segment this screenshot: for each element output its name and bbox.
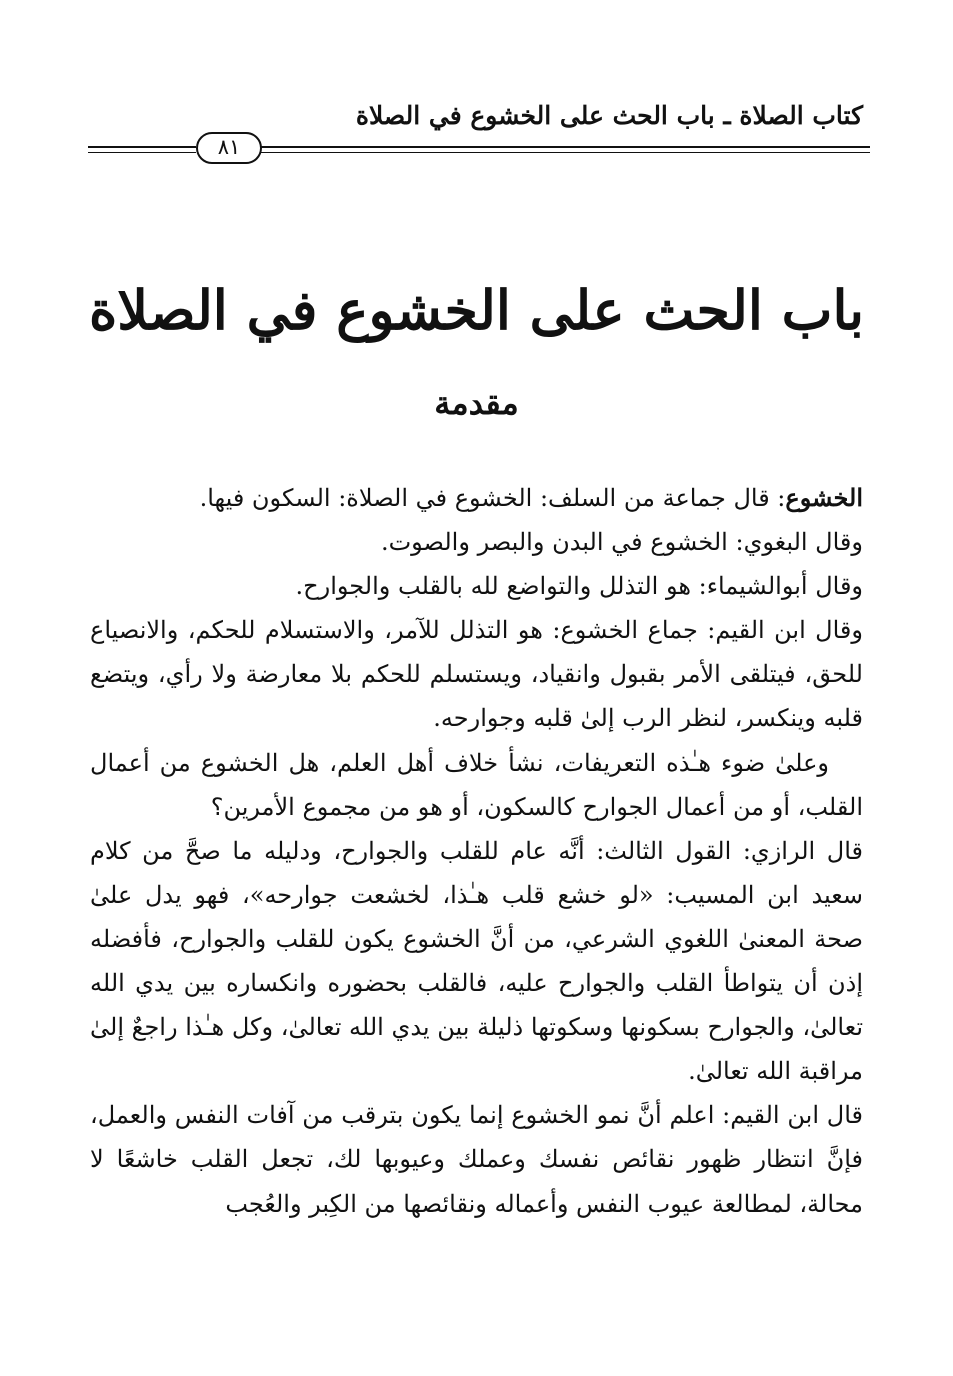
chapter-title: باب الحث على الخشوع في الصلاة [89,278,864,342]
section-title: مقدمة [434,384,519,422]
paragraph: وقال أبوالشيماء: هو التذلل والتواضع لله بالقلب والجوارح. [295,572,863,601]
running-header-title: كتاب الصلاة ـ باب الحث على الخشوع في الصلاة [355,101,863,130]
paragraph: قال الرازي: القول الثالث: أنَّه عام للقلب والجوارح، ودليله ما صحَّ من كلام سعيد ابن المسيب: «لو خشع قلب هـٰذا، لخشعت جوارحه»، فهو يدل علىٰ صحة المعنىٰ اللغوي الشرعي، من أنَّ الخشوع يكون للقلب والجوارح، فأفضله إذن أن يتواطأ القلب والجوارح عليه، فالقلب بحضوره وانكساره بين يدي الله تعالىٰ، والجوارح بسكونها وسكوتها ذليلة بين يدي الله تعالىٰ، وكل هـٰذا راجعٌ إلىٰ مراقبة الله تعالىٰ. [90,836,863,1086]
paragraph: الخشوع: قال جماعة من السلف: الخشوع في الصلاة: السكون فيها. [199,483,863,512]
paragraph: وقال ابن القيم: جماع الخشوع: هو التذلل للآمر، والاستسلام للحكم، والانصياع للحق، فيتلقى الأمر بقبول وانقياد، ويستسلم للحكم بلا معارضة ولا رأي، ويتضع قلبه وينكسر، لنظر الرب إلىٰ قلبه وجوارحه. [90,616,863,733]
defined-term: الخشوع [785,483,863,512]
paragraph: قال ابن القيم: اعلم أنَّ نمو الخشوع إنما يكون بترقب من آفات النفس والعمل، فإنَّ انتظار ظهور نقائص نفسك وعملك وعيوبها لك، تجعل القلب خاشعًا لا محالة، لمطالعة عيوب النفس وأعماله ونقائصها من الكِبر والعُجب [90,1101,863,1218]
paragraph: وعلىٰ ضوء هـٰذه التعريفات، نشأ خلاف أهل العلم، هل الخشوع من أعمال القلب، أو من أعمال الجوارح كالسكون، أو هو من مجموع الأمرين؟ [90,748,863,821]
body-text [90,476,863,1226]
paragraph: وقال البغوي: الخشوع في البدن والبصر والصوت. [380,528,863,557]
page-number: ٨١ [196,132,262,164]
